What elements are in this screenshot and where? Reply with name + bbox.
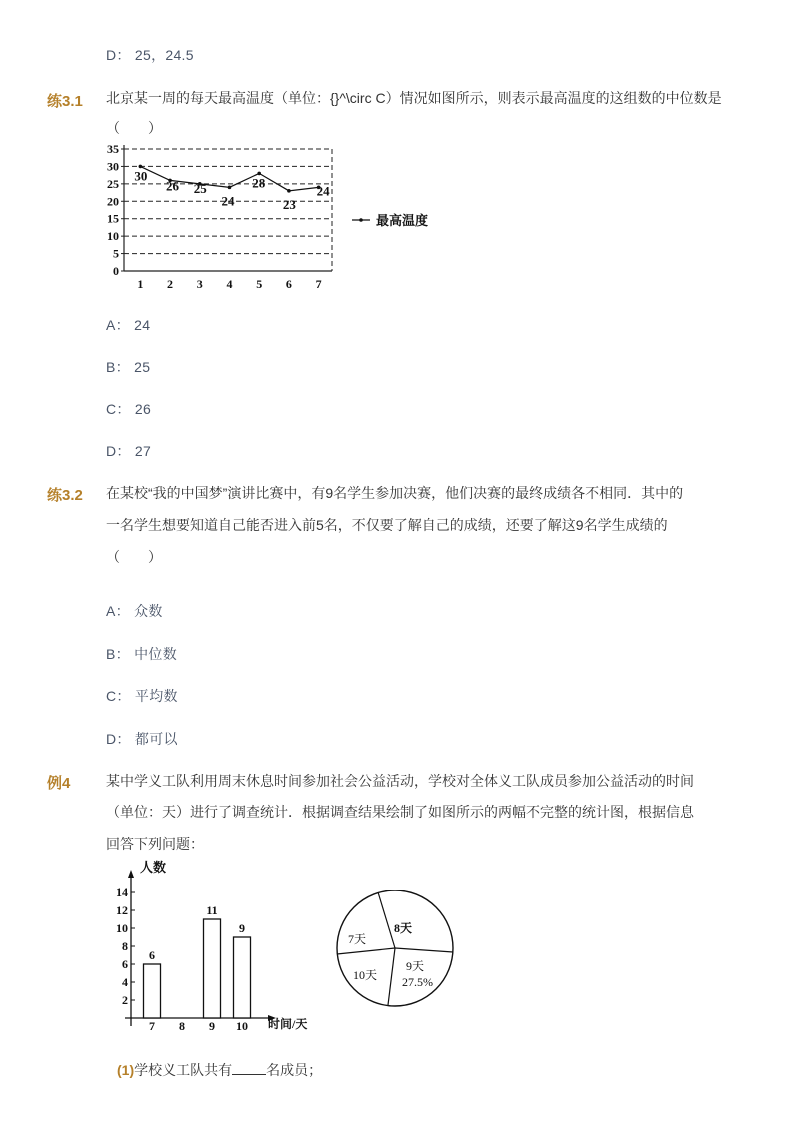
point-day-4 [228,186,232,190]
bar-y-tick-label-4: 4 [122,975,128,989]
bar-series [144,919,251,1018]
volunteer-pie-chart [330,890,460,1010]
bar-x-axis-label: 时间/天 [268,1017,308,1031]
example-4-text-line2: （单位：天）进行了调查统计．根据调查结果绘制了如图所示的两幅不完整的统计图，根据信息 [106,804,694,820]
pie-label-8days: 8天 [394,921,413,935]
pie-label-7days: 7天 [348,932,367,946]
bar-y-arrow [128,870,134,878]
x-tick-label-1: 1 [137,277,144,291]
bar-data-label-7: 6 [149,948,155,962]
option-b-3-1[interactable]: B： 25 [106,359,151,375]
bar-y-tick-label-10: 10 [116,921,128,935]
bar-data-labels [149,903,245,962]
y-tick-label-20: 20 [107,194,119,209]
sub-question-1-number: (1) [117,1062,135,1078]
y-tick-label-15: 15 [107,211,119,226]
question-text-3-2-line3: （ ） [106,549,162,565]
sub-question-1-text-before: 学校义工队共有 [134,1062,233,1078]
data-label-day-5: 28 [252,175,266,191]
example-4-text-line1: 某中学义工队利用周末休息时间参加社会公益活动，学校对全体义工队成员参加公益活动的时间 [106,773,694,789]
example-4-text-line3: 回答下列问题： [106,836,204,852]
question-text-3-2-line2: 一名学生想要知道自己能否进入前5名，不仅要了解自己的成绩，还要了解这9名学生成绩的 [106,517,668,533]
bar-y-axis-label: 人数 [140,860,167,875]
pie-label-9days: 9天 [406,959,425,973]
data-label-day-1: 30 [134,168,148,184]
pie-divider-1 [378,892,395,948]
pie-label-10days: 10天 [353,968,378,982]
x-tick-label-2: 2 [167,277,174,291]
answer-blank[interactable] [232,1060,266,1075]
y-tick-label-25: 25 [107,176,119,191]
x-tick-label-5: 5 [256,277,263,291]
data-label-day-4: 24 [221,193,235,209]
x-tick-labels [137,277,321,291]
bar-x-tick-label-10: 10 [236,1019,248,1033]
volunteer-bar-chart [110,858,330,1038]
option-d-3-2[interactable]: D： 都可以 [106,731,178,747]
example-label-4: 例4 [47,775,71,792]
y-tick-label-30: 30 [107,159,119,174]
option-a-3-1[interactable]: A： 24 [106,317,151,333]
prev-option-d: D： 25，24.5 [106,47,194,63]
bar-7-days [144,964,161,1018]
data-label-day-6: 23 [282,196,296,212]
bar-y-tick-label-14: 14 [116,885,128,899]
pie-label-9days-percent: 27.5% [402,975,433,989]
x-tick-label-3: 3 [196,277,203,291]
question-text-3-2-line1: 在某校“我的中国梦”演讲比赛中，有9名学生参加决赛，他们决赛的最终成绩各不相同．其中的 [106,485,684,501]
bar-x-tick-label-8: 8 [179,1019,185,1033]
option-d-3-1[interactable]: D： 27 [106,443,152,459]
temperature-line-chart [100,140,460,295]
point-day-6 [287,189,291,193]
chart-legend [352,213,428,228]
pie-divider-2 [337,948,395,954]
bar-y-tick-label-6: 6 [122,957,128,971]
data-label-day-3: 25 [193,180,207,196]
pie-divider-3 [395,948,453,952]
chart-grid [124,149,332,271]
bar-y-tick-labels [116,885,128,1007]
y-tick-label-10: 10 [107,229,119,244]
bar-y-tick-label-8: 8 [122,939,128,953]
sub-question-1 [117,1060,322,1080]
bar-x-tick-label-9: 9 [209,1019,215,1033]
option-c-3-1[interactable]: C： 26 [106,401,152,417]
bar-10-days [234,937,251,1018]
option-c-3-2[interactable]: C： 平均数 [106,688,178,704]
data-label-day-7: 24 [316,183,330,199]
data-label-day-2: 26 [166,178,180,194]
legend-label: 最高温度 [376,213,429,228]
sub-question-1-text-after: 名成员； [266,1062,323,1078]
option-a-3-2[interactable]: A： 众数 [106,603,163,619]
bar-x-tick-label-7: 7 [149,1019,155,1033]
y-tick-labels [107,142,119,278]
x-tick-label-7: 7 [315,277,322,291]
y-tick-label-35: 35 [107,142,119,156]
question-label-3-2: 练3.2 [47,487,83,504]
bar-9-days [204,919,221,1018]
bar-data-label-10: 9 [239,921,245,935]
x-tick-label-4: 4 [226,277,233,291]
y-tick-label-5: 5 [113,246,119,261]
bar-y-tick-label-12: 12 [116,903,128,917]
y-tick-label-0: 0 [113,264,119,278]
bar-x-tick-labels [149,1019,248,1033]
bar-y-tick-label-2: 2 [122,993,128,1007]
option-b-3-2[interactable]: B： 中位数 [106,646,178,662]
legend-marker [359,218,363,222]
x-tick-label-6: 6 [285,277,292,291]
pie-divider-4 [388,948,395,1005]
question-text-3-1: 北京某一周的每天最高温度（单位：{}^\circ C）情况如图所示，则表示最高温度的这组数的中位数是（ ） [106,90,722,136]
question-label-3-1: 练3.1 [47,93,83,110]
bar-data-label-9: 11 [206,903,218,917]
data-labels [134,168,330,211]
